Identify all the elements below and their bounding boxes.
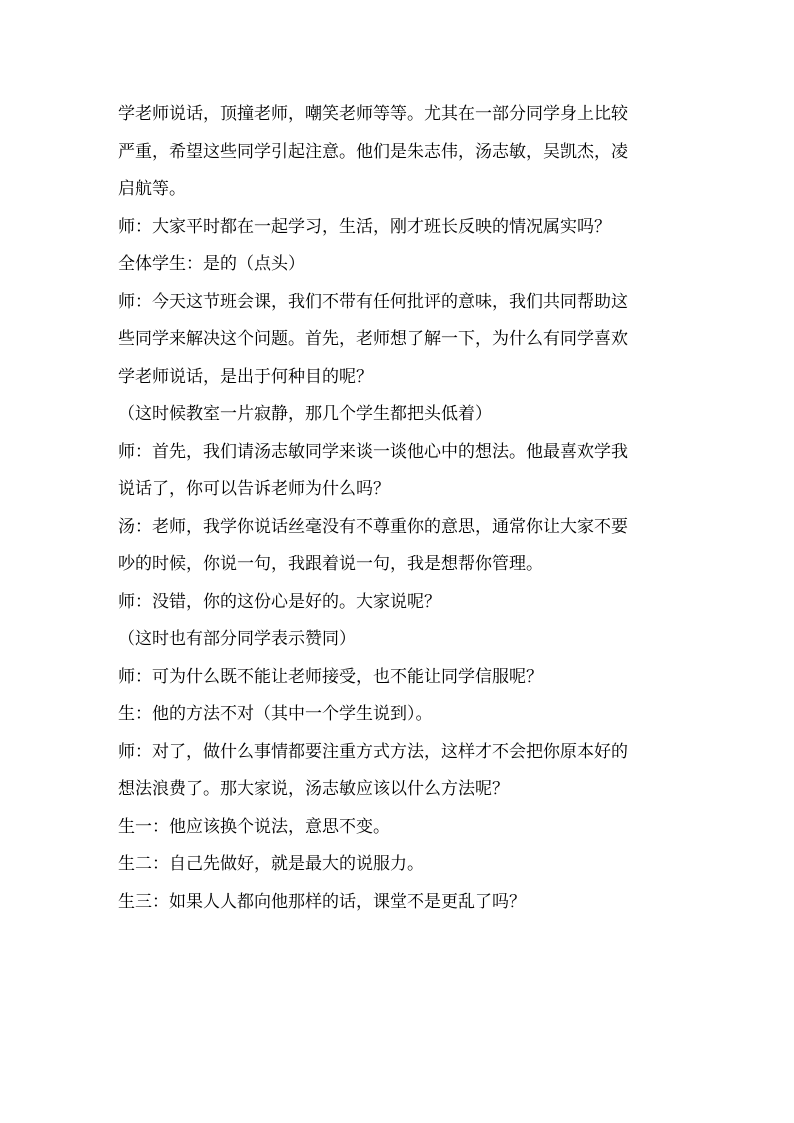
paragraph-continuation [118,96,684,209]
text-line: 严重，希望这些同学引起注意。他们是朱志伟，汤志敏，吴凯杰，凌 [118,141,628,162]
paragraph-stage-note-silence [118,396,684,434]
text-line: （这时候教室一片寂静，那几个学生都把头低着） [118,404,492,424]
paragraph-teacher-why [118,659,684,697]
text-line: 师：今天这节班会课，我们不带有任何批评的意味，我们共同帮助这 [118,291,628,312]
text-line: 学老师说话，顶撞老师，嘲笑老师等等。尤其在一部分同学身上比较 [118,104,628,124]
text-line: 说话了，你可以告诉老师为什么吗？ [118,479,390,499]
text-line: 汤：老师，我学你说话丝毫没有不尊重你的意思，通常你让大家不要 [118,516,628,537]
text-line: 生：他的方法不对（其中一个学生说到）。 [118,704,433,724]
text-line: 启航等。 [118,179,186,199]
document-body [118,96,684,921]
paragraph-student-three [118,884,684,922]
paragraph-student-one [118,809,684,847]
text-line: 师：首先，我们请汤志敏同学来谈一谈他心中的想法。他最喜欢学我 [118,441,628,462]
paragraph-student-two [118,846,684,884]
paragraph-stage-note-agree [118,621,684,659]
paragraph-teacher-method [118,734,684,809]
paragraph-all-students [118,246,684,284]
paragraph-teacher-invite [118,434,684,509]
text-line: 师：对了，做什么事情都要注重方式方法，这样才不会把你原本好的 [118,741,628,762]
text-line: 学老师说话，是出于何种目的呢？ [118,366,373,387]
paragraph-student-answer [118,696,684,734]
text-line: 生一：他应该换个说法，意思不变。 [118,816,390,837]
text-line: 师：可为什么既不能让老师接受，也不能让同学信服呢？ [118,666,543,687]
text-line: 全体学生：是的（点头） [118,254,305,274]
paragraph-teacher-affirm [118,584,684,622]
text-line: 师：没错，你的这份心是好的。大家说呢？ [118,591,441,612]
paragraph-tang-reply [118,509,684,584]
text-line: 生三：如果人人都向他那样的话，课堂不是更乱了吗？ [118,891,526,912]
text-line: 师：大家平时都在一起学习，生活，刚才班长反映的情况属实吗？ [118,216,611,237]
text-line: 生二：自己先做好，就是最大的说服力。 [118,854,424,874]
text-line: 些同学来解决这个问题。首先，老师想了解一下，为什么有同学喜欢 [118,329,628,349]
text-line: （这时也有部分同学表示赞同） [118,629,356,649]
paragraph-teacher-intro [118,284,684,397]
paragraph-teacher-question [118,209,684,247]
text-line: 想法浪费了。那大家说，汤志敏应该以什么方法呢？ [118,779,509,799]
text-line: 吵的时候，你说一句，我跟着说一句，我是想帮你管理。 [118,554,543,574]
